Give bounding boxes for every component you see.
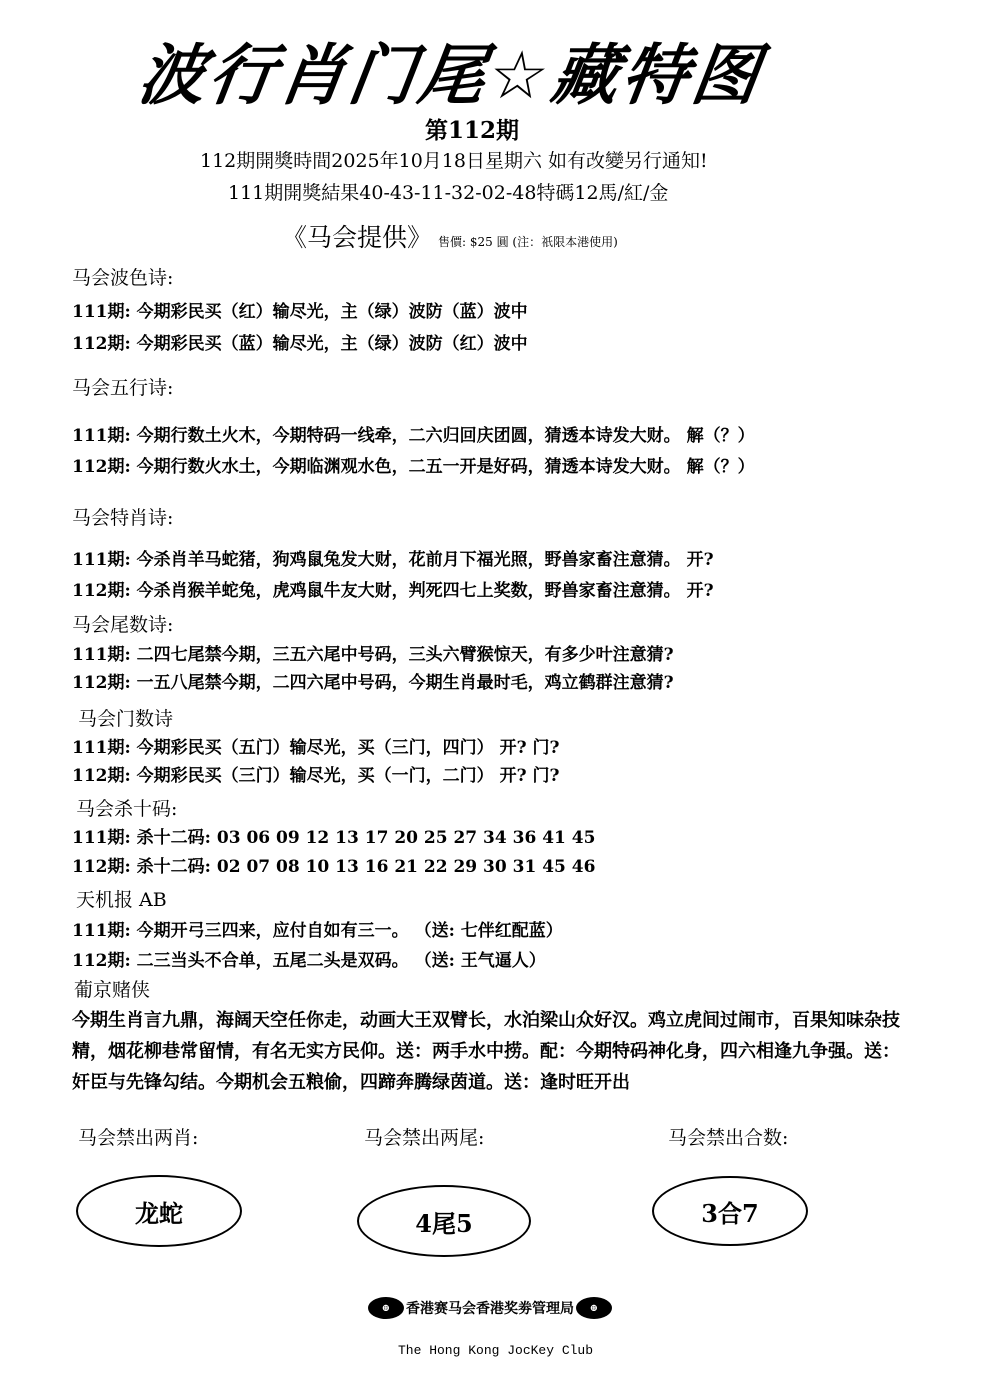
section-line: 111期: 今杀肖羊马蛇猪，狗鸡鼠兔发大财，花前月下福光照，野兽家畜注意猜。 开? [72,550,714,570]
hkjc-emblem-icon: ⊕ [576,1297,612,1319]
poem-paragraph: 今期生肖言九鼎，海阔天空任你走，动画大王双臂长，水泊梁山众好汉。鸡立虎间过闹市，百果知味杂技精，烟花柳巷常留情，有名无实方民仰。送：两手水中捞。配：今期特码神化身，四六相逢九争强。送：奸臣与先锋勾结。今期机会五粮偷，四蹄奔腾绿茵道。送：逢时旺开出 [72,1010,900,1093]
section-heading: 马会门数诗 [78,708,174,730]
section-line: 111期: 今期彩民买（五门）输尽光，买（三门，四门） 开? 门? [72,738,560,758]
section-heading: 马会波色诗: [72,267,174,289]
footer-org: 香港赛马会香港奖劵管理局 [406,1301,574,1317]
section-heading: 葡京赌侠 [74,979,151,1001]
section-line: 112期: 今杀肖猴羊蛇兔，虎鸡鼠牛友大财，判死四七上奖数，野兽家畜注意猜。 开? [72,581,714,601]
section-heading: 天机报 AB [76,889,167,911]
section-line: 111期: 今期开弓三四来，应付自如有三一。 （送: 七伴红配蓝） [72,921,563,941]
section-heading: 马会杀十码: [76,798,178,820]
ban-value: 3合7 [701,1198,759,1228]
ban-label: 马会禁出两肖: [78,1127,199,1149]
section-line: 112期: 一五八尾禁今期，二四六尾中号码，今期生肖最时毛，鸡立鹤群注意猜? [72,673,674,693]
draw-time: 112期開獎時間2025年10月18日星期六 如有改變另行通知! [200,150,708,172]
hkjc-emblem-icon: ⊕ [368,1297,404,1319]
section-line: 111期: 今期行数土火木，今期特码一线牵，二六归回庆团圆，猜透本诗发大财。 解（？） [72,426,755,446]
section-line: 112期: 今期行数火水土，今期临渊观水色，二五一开是好码，猜透本诗发大财。 解（？） [72,457,755,477]
section-line: 111期: 二四七尾禁今期，三五六尾中号码，三头六臂猴惊天，有多少叶注意猜? [72,645,674,665]
ban-value: 4尾5 [415,1208,473,1238]
section-line: 112期: 杀十二码: 02 07 08 10 13 16 21 22 29 30 31 45 46 [72,857,596,877]
section-line: 112期: 今期彩民买（三门）输尽光，买（一门，二门） 开? 门? [72,766,560,786]
section-heading: 马会五行诗: [72,377,174,399]
ban-oval [652,1176,808,1246]
ban-oval [76,1175,242,1247]
ban-value: 龙蛇 [135,1198,183,1228]
section-heading: 马会特肖诗: [72,507,174,529]
issue-number: 第112期 [425,117,520,144]
section-line: 112期: 二三当头不合单，五尾二头是双码。 （送: 王气逼人） [72,951,546,971]
section-heading: 马会尾数诗: [72,614,174,636]
section-line: 111期: 杀十二码: 03 06 09 12 13 17 20 25 27 34 36 41 45 [72,828,596,848]
provider [282,218,618,254]
ban-label: 马会禁出两尾: [364,1127,485,1149]
price: 售價: $25 圓 (注：祇限本港使用) [438,235,618,249]
provider-label: 《马会提供》 [282,223,433,252]
footer-logo [368,1297,612,1319]
section-line: 111期: 今期彩民买（红）输尽光，主（绿）波防（蓝）波中 [72,302,528,322]
page-title: 波行肖门尾☆藏特图 [133,37,768,114]
ban-label: 马会禁出合数: [668,1127,789,1149]
section-line: 112期: 今期彩民买（蓝）输尽光，主（绿）波防（红）波中 [72,334,528,354]
ban-oval [357,1185,531,1257]
last-result: 111期開獎結果40-43-11-32-02-48特碼12馬/紅/金 [228,182,669,204]
footer-club: The Hong Kong JocKey Club [398,1343,594,1358]
